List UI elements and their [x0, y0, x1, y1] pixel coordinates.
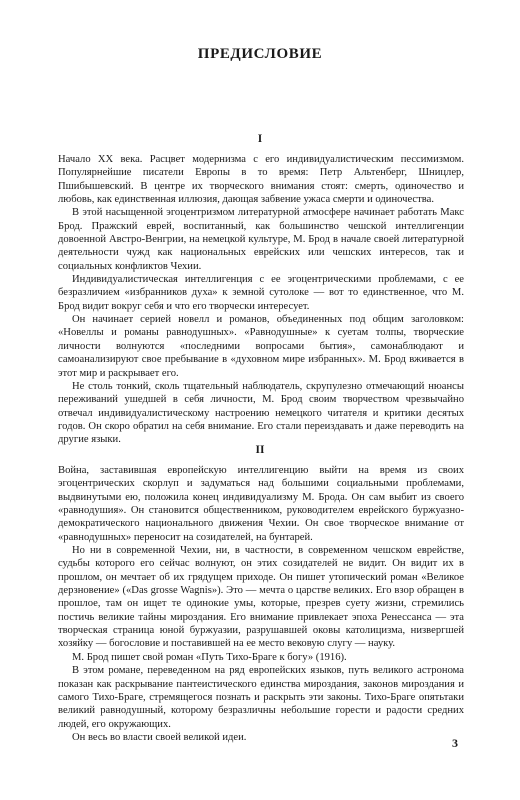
section-number-2: II — [255, 444, 265, 456]
paragraph: Не столь тонкий, сколь тщательный наблюдатель, скрупулезно отмечающий нюансы переживаний ушедшей в себя личности, М. Брод своим творчеством чрезвычайно отвечал индивидуалистическому настроению немецкого читателя и критики десятых годов. Он скоро обратил на себя внимание. Его стали переиздавать и даже переводить на другие языки. — [58, 380, 464, 446]
section-number-1: I — [257, 133, 263, 145]
section-1-text — [58, 153, 464, 447]
paragraph: В этой насыщенной эгоцентризмом литературной атмосфере начинает работать Макс Брод. Пражский еврей, воспитанный, как большинство чешской интеллигенции довоенной Австро-Венгрии, на немецкой культуре, М. Брод в начале своей литературной деятельности чужд как национальных еврейских или чешских интересов, так и социальных конфликтов Чехии. — [58, 207, 464, 272]
paragraph: Война, заставившая европейскую интеллигенцию выйти на время из своих эгоцентрических скорлуп и задуматься над большими социальными проблемами, выдвинутыми ею, положила конец индивидуализму М. Брода. Он сам выбит из своего «равнодушия». Он становится общественником, руководителем еврейского буржуазно-демократического национального движения Чехии. Он свое творческое внимание от «равнодушных» переносит на созидателей, на бунтарей. — [58, 465, 464, 543]
page-title: ПРЕДИСЛОВИЕ — [197, 46, 323, 62]
paragraph: Он начинает серией новелл и романов, объединенных под общим заголовком: «Новеллы и романы равнодушных». «Равнодушные» к суетам толпы, творческие личности волнуются «последними вопросами бытия», самонаблюдают и самоанализируют свое пребывание в «духовном мире избранных». М. Брод вживается в этот мир и раскрывает его. — [58, 314, 464, 379]
paragraph: В этом романе, переведенном на ряд европейских языков, путь великого астронома показан как раскрывание пантеистического единства мироздания, законов мироздания и самого Тихо-Браге, стремящегося познать и раскрыть эти законы. Тихо-Браге опятьтаки великий равнодушный, которому безразличны небольшие горести и радости средних людей, его окружающих. — [58, 665, 464, 730]
paragraph: М. Брод пишет свой роман «Путь Тихо-Браге к богу» (1916). — [72, 651, 347, 663]
paragraph: Он весь во власти своей великой идеи. — [72, 731, 247, 743]
page-number: 3 — [452, 736, 458, 750]
paragraph: Начало XX века. Расцвет модернизма с его индивидуалистическим пессимизмом. Популярнейшие писатели Европы в то время: Петр Альтенберг, Шницлер, Пшибышевский. В центре их творческого внимания стоят: смерть, одиночество и любовь, как единственная иллюзия, дающая забвение ужаса смерти и одиночества. — [58, 154, 464, 206]
paragraph: Но ни в современной Чехии, ни, в частности, в современном чешском еврействе, судьбы которого его сейчас волнуют, он этих созидателей не видит. Он видит их в прошлом, он мечтает об их грядущем приходе. Он пишет утопический роман «Великое дерзновение» («Das grosse Wagnis»). Это — мечта о царстве великих. Его взор обращен в прошлое, там он ищет те одинокие умы, которые, презрев суету жизни, стремились постичь великие тайны мироздания. Его внимание привлекает эпоха Ренессанса — эта творческая страница юной буржуазии, разрушавшей оковы католицизма, низвергшей хозяйку — богословие и поставившей на ее место вековую слугу — науку. — [58, 545, 464, 650]
section-2-text — [58, 464, 464, 744]
paragraph: Индивидуалистическая интеллигенция с ее эгоцентрическими проблемами, с ее безразличием «избранников духа» к земной сутолоке — вот то единственное, что М. Брод видит вокруг себя и что его творчески интересует. — [58, 274, 464, 312]
